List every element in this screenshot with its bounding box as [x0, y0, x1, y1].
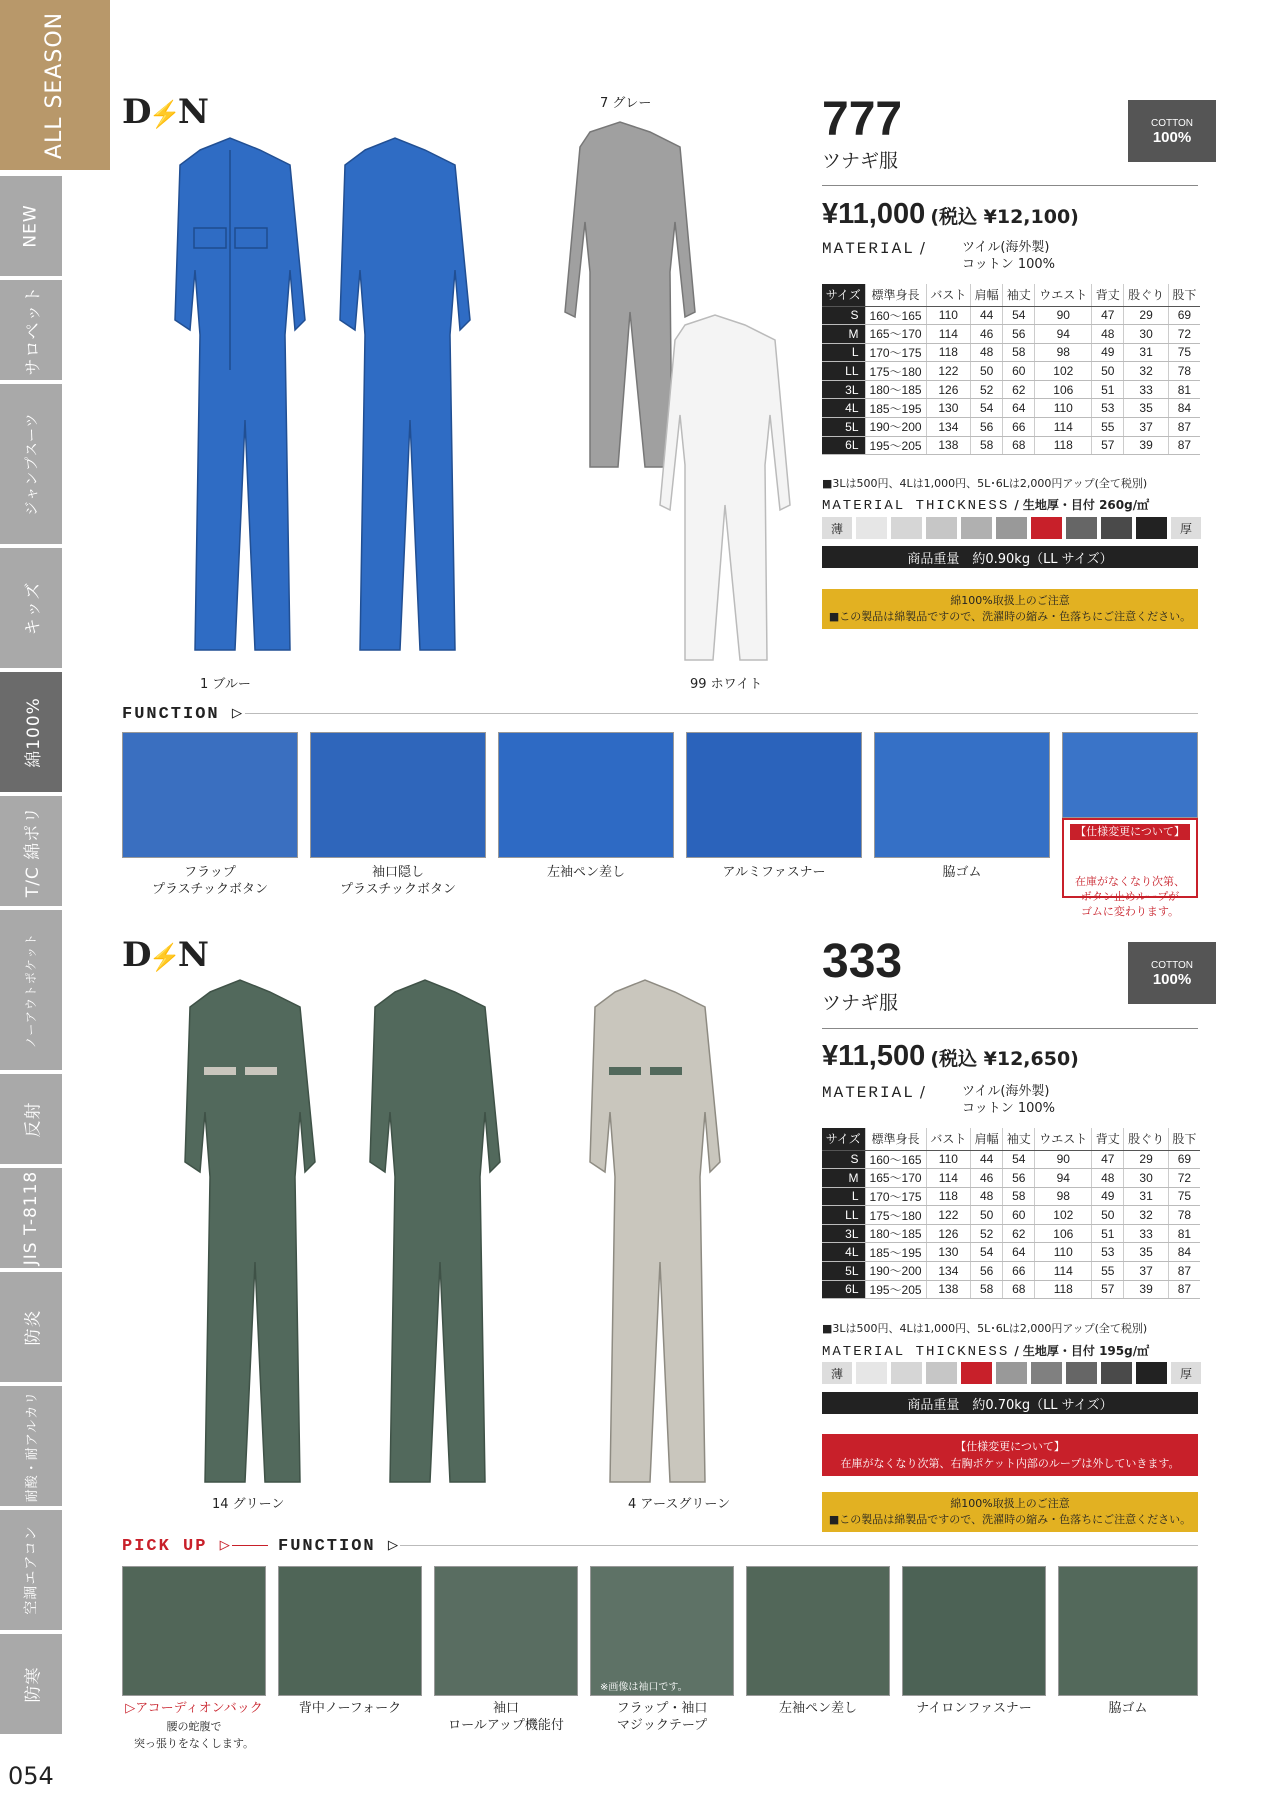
column-header: サイズ [822, 284, 865, 306]
thickness-cell-active [1031, 517, 1062, 539]
table-cell: 47 [1092, 1150, 1124, 1169]
table-row [822, 380, 1200, 399]
thickness-cell [856, 517, 887, 539]
table-cell: 98 [1035, 343, 1092, 362]
product-777-heading [822, 93, 903, 173]
table-cell: 122 [926, 362, 971, 381]
material-thickness: MATERIAL THICKNESS / 生地厚・目付 195g/㎡ [822, 1344, 1150, 1360]
table-row [822, 1206, 1200, 1225]
thumb-pen-pocket [498, 732, 674, 858]
caption-pen: 左袖ペン差し [778, 1701, 857, 1716]
table-cell: 29 [1124, 306, 1169, 325]
pickup-label: PICK UP ▷ [122, 1537, 232, 1556]
column-header: 股下 [1168, 1128, 1200, 1150]
table-row [822, 1280, 1200, 1299]
caption-norfolk: 背中ノーフォーク [298, 1701, 402, 1716]
table-cell: 84 [1168, 1243, 1200, 1262]
column-header: 肩幅 [971, 1128, 1003, 1150]
color-label-grey: 7 グレー [600, 96, 652, 111]
material: MATERIAL / [822, 1083, 925, 1102]
column-header: 股ぐり [1124, 1128, 1169, 1150]
table-cell: 102 [1035, 362, 1092, 381]
table-cell: 102 [1035, 1206, 1092, 1225]
product-333-heading [822, 935, 903, 1015]
tab-tc[interactable]: T/C 綿ポリ [0, 796, 62, 906]
table-row [822, 1224, 1200, 1243]
product-name: ツナギ服 [822, 150, 899, 172]
column-header: バスト [926, 284, 971, 306]
table-cell: M [822, 325, 865, 344]
table-cell: 46 [971, 1169, 1003, 1188]
thickness-cell [926, 1362, 957, 1384]
table-cell: 106 [1035, 380, 1092, 399]
caption-accordion-sub: 腰の蛇腹で 突っ張りをなくします。 [133, 1720, 255, 1750]
product-weight: 商品重量 約0.70kg（LL サイズ） [822, 1392, 1198, 1414]
tab-acid[interactable]: 耐酸・耐アルカリ [0, 1386, 62, 1506]
thin-label: 薄 [822, 517, 852, 539]
table-cell: 114 [1035, 418, 1092, 437]
price-tax: (税込 ¥12,650) [930, 1048, 1079, 1070]
table-cell: 94 [1035, 325, 1092, 344]
tab-flame[interactable]: 防炎 [0, 1272, 62, 1382]
coverall-white [640, 305, 810, 675]
thumb-aluminium-zipper [686, 732, 862, 858]
thin-label: 薄 [822, 1362, 852, 1384]
thick-label: 厚 [1171, 517, 1201, 539]
table-cell: 94 [1035, 1169, 1092, 1188]
product-name: ツナギ服 [822, 992, 899, 1014]
table-cell: 6L [822, 1280, 865, 1299]
thumb-flap-button [122, 732, 298, 858]
table-row [822, 325, 1200, 344]
tab-reflect[interactable]: 反射 [0, 1074, 62, 1164]
column-header: 標準身長 [865, 1128, 926, 1150]
coverall-blue-front-back [120, 120, 510, 670]
table-cell: 54 [1003, 306, 1035, 325]
table-cell: LL [822, 362, 865, 381]
side-index [0, 0, 96, 1810]
table-cell: 87 [1168, 436, 1200, 455]
table-cell: 6L [822, 436, 865, 455]
table-cell: 175～180 [865, 1206, 926, 1225]
tab-jis[interactable]: JIS T-8118 [0, 1168, 62, 1268]
table-row [822, 362, 1200, 381]
table-cell: 134 [926, 418, 971, 437]
table-row [822, 1169, 1200, 1188]
table-cell: 58 [1003, 343, 1035, 362]
table-cell: 68 [1003, 436, 1035, 455]
table-cell: M [822, 1169, 865, 1188]
table-cell: 33 [1124, 380, 1169, 399]
table-cell: 30 [1124, 1169, 1169, 1188]
price-tax: (税込 ¥12,100) [930, 206, 1079, 228]
column-header: 背丈 [1092, 284, 1124, 306]
table-cell: 118 [926, 1187, 971, 1206]
table-cell: 126 [926, 1224, 971, 1243]
material-thickness: MATERIAL THICKNESS / 生地厚・目付 260g/㎡ [822, 498, 1150, 514]
table-cell: 44 [971, 306, 1003, 325]
table-cell: 5L [822, 418, 865, 437]
thickness-cell [891, 1362, 922, 1384]
table-cell: 185～195 [865, 399, 926, 418]
column-header: 袖丈 [1003, 1128, 1035, 1150]
color-label-earth: 4 アースグリーン [628, 1497, 731, 1512]
table-row [822, 343, 1200, 362]
table-cell: 60 [1003, 1206, 1035, 1225]
table-cell: 175～180 [865, 362, 926, 381]
table-row [822, 1243, 1200, 1262]
table-cell: 69 [1168, 306, 1200, 325]
caption-roll-up: 袖口 ロールアップ機能付 [448, 1701, 564, 1733]
column-header: 股ぐり [1124, 284, 1169, 306]
coverall-green-earth [130, 962, 780, 1502]
image-note: ※画像は袖口です。 [600, 1682, 688, 1693]
table-row [822, 306, 1200, 325]
table-cell: 46 [971, 325, 1003, 344]
table-cell: 52 [971, 1224, 1003, 1243]
table-cell: 90 [1035, 306, 1092, 325]
table-cell: 110 [926, 1150, 971, 1169]
table-cell: 130 [926, 399, 971, 418]
table-cell: 49 [1092, 1187, 1124, 1206]
caption-magic-tape: フラップ・袖口 マジックテープ [616, 1701, 708, 1733]
spec-change-box: 【仕様変更について】 在庫がなくなり次第、右胸ポケット内部のループは外していきます。 [822, 1434, 1198, 1476]
cotton-badge: COTTON 100% [1128, 100, 1216, 162]
table-cell: 78 [1168, 362, 1200, 381]
thumb-norfolk [278, 1566, 422, 1696]
thickness-cell [996, 517, 1027, 539]
size-table-header [822, 284, 1200, 306]
table-cell: 44 [971, 1150, 1003, 1169]
table-cell: 98 [1035, 1187, 1092, 1206]
divider [822, 185, 1198, 186]
size-note: ■3Lは500円、4Lは1,000円、5L･6Lは2,000円アップ(全て税別) [822, 1322, 1148, 1335]
price: ¥11,000 [822, 198, 926, 230]
price: ¥11,500 [822, 1040, 926, 1072]
column-header: 袖丈 [1003, 284, 1035, 306]
thumb-side-elastic [874, 732, 1050, 858]
table-cell: 52 [971, 380, 1003, 399]
column-header: 肩幅 [971, 284, 1003, 306]
product-number: 777 [822, 93, 903, 146]
thickness-cell [1136, 517, 1167, 539]
table-cell: 87 [1168, 1262, 1200, 1281]
table-cell: 66 [1003, 418, 1035, 437]
thickness-cell [1066, 517, 1097, 539]
function-label: FUNCTION ▷ [122, 705, 245, 724]
column-header: バスト [926, 1128, 971, 1150]
tab-all-season[interactable]: ALL SEASON [0, 0, 110, 170]
table-cell: S [822, 1150, 865, 1169]
table-cell: 54 [1003, 1150, 1035, 1169]
price-row [822, 198, 1079, 231]
thickness-cell [996, 1362, 1027, 1384]
table-cell: 50 [1092, 362, 1124, 381]
table-cell: 29 [1124, 1150, 1169, 1169]
table-cell: 57 [1092, 1280, 1124, 1299]
table-cell: 56 [971, 1262, 1003, 1281]
material-text: ツイル(海外製) コットン 100% [962, 240, 1056, 272]
thickness-cell [1101, 517, 1132, 539]
table-cell: 32 [1124, 362, 1169, 381]
tab-cotton-100[interactable]: 綿100% [0, 672, 62, 792]
table-cell: 37 [1124, 418, 1169, 437]
thickness-cell [1031, 1362, 1062, 1384]
thick-label: 厚 [1171, 1362, 1201, 1384]
table-cell: 195～205 [865, 436, 926, 455]
table-cell: 84 [1168, 399, 1200, 418]
table-cell: 114 [926, 325, 971, 344]
color-label-green: 14 グリーン [212, 1497, 285, 1512]
table-cell: 39 [1124, 436, 1169, 455]
table-cell: 190～200 [865, 418, 926, 437]
table-cell: 35 [1124, 399, 1169, 418]
table-cell: 47 [1092, 306, 1124, 325]
material-text: ツイル(海外製) コットン 100% [962, 1084, 1056, 1116]
table-cell: 48 [1092, 325, 1124, 344]
table-cell: 110 [926, 306, 971, 325]
table-cell: 55 [1092, 418, 1124, 437]
table-cell: 126 [926, 380, 971, 399]
thickness-cell [891, 517, 922, 539]
table-cell: L [822, 1187, 865, 1206]
table-cell: 51 [1092, 1224, 1124, 1243]
table-cell: 30 [1124, 325, 1169, 344]
thumb-nylon-zipper [902, 1566, 1046, 1696]
table-cell: 165～170 [865, 325, 926, 344]
size-table-header [822, 1128, 1200, 1150]
table-cell: 122 [926, 1206, 971, 1225]
function-rule [245, 713, 1198, 714]
function-label: FUNCTION ▷ [278, 1537, 401, 1556]
table-row [822, 399, 1200, 418]
size-note: ■3Lは500円、4Lは1,000円、5L･6Lは2,000円アップ(全て税別) [822, 477, 1148, 490]
table-cell: 31 [1124, 343, 1169, 362]
table-cell: 39 [1124, 1280, 1169, 1299]
table-cell: 35 [1124, 1243, 1169, 1262]
thumb-pen-pocket [746, 1566, 890, 1696]
caption-zipper: アルミファスナー [722, 865, 826, 880]
tab-jumpsuit[interactable]: ジャンプスーツ [0, 384, 62, 544]
don-logo: D⚡N [122, 935, 208, 975]
tab-winter[interactable]: 防寒 [0, 1634, 62, 1734]
caption-cuff: 袖口隠し プラスチックボタン [340, 865, 456, 897]
pickup-rule [232, 1545, 268, 1546]
table-cell: 55 [1092, 1262, 1124, 1281]
table-cell: 118 [1035, 436, 1092, 455]
thickness-scale [822, 517, 1201, 539]
thumb-side-elastic [1058, 1566, 1198, 1696]
product-weight: 商品重量 約0.90kg（LL サイズ） [822, 546, 1198, 568]
table-cell: 75 [1168, 1187, 1200, 1206]
table-cell: S [822, 306, 865, 325]
table-cell: 110 [1035, 1243, 1092, 1262]
table-cell: 66 [1003, 1262, 1035, 1281]
table-cell: 32 [1124, 1206, 1169, 1225]
table-cell: 54 [971, 399, 1003, 418]
thickness-cell [926, 517, 957, 539]
table-cell: 130 [926, 1243, 971, 1262]
table-cell: 48 [1092, 1169, 1124, 1188]
table-cell: 4L [822, 399, 865, 418]
product-number: 333 [822, 935, 903, 988]
table-cell: 49 [1092, 343, 1124, 362]
table-cell: 51 [1092, 380, 1124, 399]
table-row [822, 1150, 1200, 1169]
table-row [822, 1187, 1200, 1206]
table-cell: 106 [1035, 1224, 1092, 1243]
table-cell: 72 [1168, 1169, 1200, 1188]
caption-pen: 左袖ペン差し [546, 865, 625, 880]
thickness-cell [961, 517, 992, 539]
table-cell: 50 [971, 1206, 1003, 1225]
spec-change-box: 【仕様変更について】 在庫がなくなり次第、 ボタン止めループが ゴムに変わります。 [1062, 818, 1198, 898]
table-cell: 138 [926, 1280, 971, 1299]
table-cell: 56 [1003, 325, 1035, 344]
page-number: 054 [8, 1762, 54, 1790]
table-cell: 134 [926, 1262, 971, 1281]
table-cell: 56 [971, 418, 1003, 437]
size-table [822, 284, 1200, 455]
table-cell: 165～170 [865, 1169, 926, 1188]
table-cell: 33 [1124, 1224, 1169, 1243]
table-cell: 118 [926, 343, 971, 362]
table-cell: 170～175 [865, 1187, 926, 1206]
table-cell: 180～185 [865, 380, 926, 399]
column-header: サイズ [822, 1128, 865, 1150]
table-cell: 110 [1035, 399, 1092, 418]
thumb-magic-tape [590, 1566, 734, 1696]
table-cell: 31 [1124, 1187, 1169, 1206]
divider [822, 1028, 1198, 1029]
table-cell: 78 [1168, 1206, 1200, 1225]
table-cell: 114 [1035, 1262, 1092, 1281]
column-header: ウエスト [1035, 1128, 1092, 1150]
function-rule [400, 1545, 1198, 1546]
table-row [822, 418, 1200, 437]
table-cell: 5L [822, 1262, 865, 1281]
table-cell: L [822, 343, 865, 362]
table-cell: 3L [822, 1224, 865, 1243]
tab-kids[interactable]: キッズ [0, 548, 62, 668]
caption-zipper: ナイロンファスナー [916, 1701, 1032, 1716]
table-cell: 180～185 [865, 1224, 926, 1243]
table-cell: 50 [1092, 1206, 1124, 1225]
table-cell: 81 [1168, 1224, 1200, 1243]
thickness-scale [822, 1362, 1201, 1384]
table-cell: 56 [1003, 1169, 1035, 1188]
table-cell: 160～165 [865, 306, 926, 325]
table-cell: 87 [1168, 1280, 1200, 1299]
don-logo: D⚡N [122, 92, 208, 132]
tab-salopette[interactable]: サロペット [0, 280, 62, 380]
table-cell: LL [822, 1206, 865, 1225]
table-cell: 114 [926, 1169, 971, 1188]
column-header: ウエスト [1035, 284, 1092, 306]
caption-flap: フラップ プラスチックボタン [152, 865, 268, 897]
table-row [822, 436, 1200, 455]
thickness-cell [1066, 1362, 1097, 1384]
table-cell: 170～175 [865, 343, 926, 362]
column-header: 股下 [1168, 284, 1200, 306]
table-cell: 3L [822, 380, 865, 399]
table-cell: 68 [1003, 1280, 1035, 1299]
thickness-cell-active [961, 1362, 992, 1384]
caption-accordion: ▷アコーディオンバック [125, 1701, 263, 1716]
table-cell: 75 [1168, 343, 1200, 362]
color-label-blue: 1 ブルー [200, 677, 251, 692]
table-cell: 54 [971, 1243, 1003, 1262]
table-cell: 60 [1003, 362, 1035, 381]
table-cell: 50 [971, 362, 1003, 381]
table-cell: 138 [926, 436, 971, 455]
table-cell: 58 [971, 436, 1003, 455]
table-cell: 69 [1168, 1150, 1200, 1169]
table-cell: 4L [822, 1243, 865, 1262]
tab-no-out-pocket[interactable]: ノーアウトポケット [0, 910, 62, 1070]
thickness-cell [1136, 1362, 1167, 1384]
table-cell: 160～165 [865, 1150, 926, 1169]
table-cell: 185～195 [865, 1243, 926, 1262]
cotton-badge: COTTON 100% [1128, 942, 1216, 1004]
material: MATERIAL / [822, 239, 925, 258]
table-cell: 48 [971, 343, 1003, 362]
cotton-caution: 綿100%取扱上のご注意 ■この製品は綿製品ですので、洗濯時の縮み・色落ちにご注意ください。 [822, 1492, 1198, 1532]
thumb-loop [1062, 732, 1198, 818]
table-cell: 64 [1003, 1243, 1035, 1262]
table-cell: 190～200 [865, 1262, 926, 1281]
table-cell: 62 [1003, 1224, 1035, 1243]
caption-elastic: 脇ゴム [942, 865, 982, 880]
thumb-cuff-button [310, 732, 486, 858]
table-cell: 118 [1035, 1280, 1092, 1299]
column-header: 背丈 [1092, 1128, 1124, 1150]
table-cell: 58 [971, 1280, 1003, 1299]
table-cell: 72 [1168, 325, 1200, 344]
table-cell: 48 [971, 1187, 1003, 1206]
table-cell: 37 [1124, 1262, 1169, 1281]
table-cell: 58 [1003, 1187, 1035, 1206]
table-cell: 90 [1035, 1150, 1092, 1169]
table-cell: 57 [1092, 436, 1124, 455]
tab-new[interactable]: NEW [0, 176, 62, 276]
column-header: 標準身長 [865, 284, 926, 306]
table-cell: 87 [1168, 418, 1200, 437]
table-cell: 62 [1003, 380, 1035, 399]
table-cell: 81 [1168, 380, 1200, 399]
table-cell: 53 [1092, 1243, 1124, 1262]
table-cell: 195～205 [865, 1280, 926, 1299]
cotton-caution: 綿100%取扱上のご注意 ■この製品は綿製品ですので、洗濯時の縮み・色落ちにご注意ください。 [822, 589, 1198, 629]
tab-aircon[interactable]: 空調エアコン [0, 1510, 62, 1630]
thickness-cell [1101, 1362, 1132, 1384]
table-cell: 64 [1003, 399, 1035, 418]
table-row [822, 1262, 1200, 1281]
thumb-roll-up-cuff [434, 1566, 578, 1696]
thumb-accordion-back [122, 1566, 266, 1696]
table-cell: 53 [1092, 399, 1124, 418]
thickness-cell [856, 1362, 887, 1384]
color-label-white: 99 ホワイト [690, 677, 763, 692]
price-row [822, 1040, 1079, 1073]
size-table [822, 1128, 1200, 1299]
caption-elastic: 脇ゴム [1108, 1701, 1148, 1716]
